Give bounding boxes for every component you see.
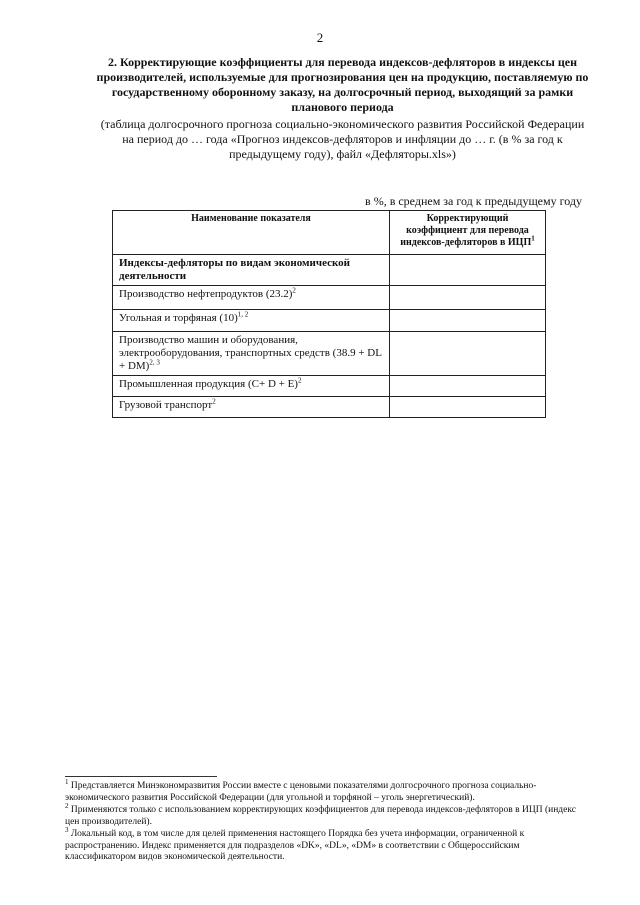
row-label [113,310,390,332]
page-number: 2 [316,30,324,45]
row-label-text: Грузовой транспорт [119,399,213,411]
row-label-text: Угольная и торфяная (10) [119,312,238,324]
row-label-text: Индексы-дефляторы по видам экономической деятельности [119,257,351,282]
row-value [390,286,546,310]
coefficients-table [112,210,546,418]
footnote-ref: 2 [212,397,216,406]
footnote-text: Применяются только с использованием корректирующих коэффициентов для перевода индексов-дефляторов в ИЦП (индекс цен производителей). [65,805,576,827]
column-header-coefficient-label: Корректирующий коэффициент для перевода индексов-дефляторов в ИЦП [400,213,532,248]
footnote-mark: 3 [65,825,69,834]
units-note: в %, в среднем за год к предыдущему году [365,194,582,208]
footnote-ref: 1, 2 [237,310,249,319]
table-header-row [113,211,546,255]
row-label [113,255,390,286]
footnote [65,777,590,804]
table-row [113,397,546,418]
footnotes [65,777,590,865]
footnote-ref: 1 [531,234,535,243]
footnote-ref: 2, 3 [149,358,160,367]
table-row [113,310,546,332]
table-row [113,332,546,376]
row-label-text: Промышленная продукция (C+ D + E) [119,378,298,390]
footnote-text: Локальный код, в том числе для целей применения настоящего Порядка без учета информации, ограниченной к распространению. Индекс применяется для подразделов «DK», «DL», «DM» в соответствии с Общероссийским классификатором видов экономической деятельности. [65,829,525,862]
footnote-text: Представляется Минэкономразвития России вместе с ценовыми показателями долгосрочного прогноза социально-экономического развития Российской Федерации (для угольной и торфяной – уголь энергетический). [65,781,537,803]
table-row [113,376,546,397]
row-label [113,397,390,418]
column-header-indicator [113,211,390,255]
footnote [65,801,590,828]
row-value [390,376,546,397]
row-value [390,332,546,376]
row-value [390,397,546,418]
table-row [113,255,546,286]
footnote-divider [65,776,217,777]
row-label-text: Производство нефтепродуктов (23.2) [119,288,293,300]
footnote [65,825,590,864]
row-label [113,376,390,397]
footnote-ref: 2 [292,286,296,295]
table-row [113,286,546,310]
footnote-mark: 1 [65,777,69,786]
row-value [390,255,546,286]
footnote-ref: 2 [297,376,302,385]
row-label [113,286,390,310]
column-header-coefficient [390,211,546,255]
row-value [390,310,546,332]
row-label-text: Производство машин и оборудования, электрооборудования, транспортных средств (38.9 + DL + DM) [119,334,382,372]
row-label [113,332,390,376]
column-header-indicator-label: Наименование показателя [191,213,311,224]
section-subheading: (таблица долгосрочного прогноза социально-экономического развития Российской Федерации на период до … года «Прогноз индексов-дефляторов и инфляции до … г. (в % за год к предыдущему году), файл «Дефляторы.xls») [100,117,585,161]
footnote-mark: 2 [65,801,69,810]
section-heading: 2. Корректирующие коэффициенты для перевода индексов-дефляторов в индексы цен производителей, используемые для прогнозирования цен на продукцию, поставляемую по государственному оборонному заказу, на долгосрочный период, выходящий за рамки планового периода [96,55,589,114]
